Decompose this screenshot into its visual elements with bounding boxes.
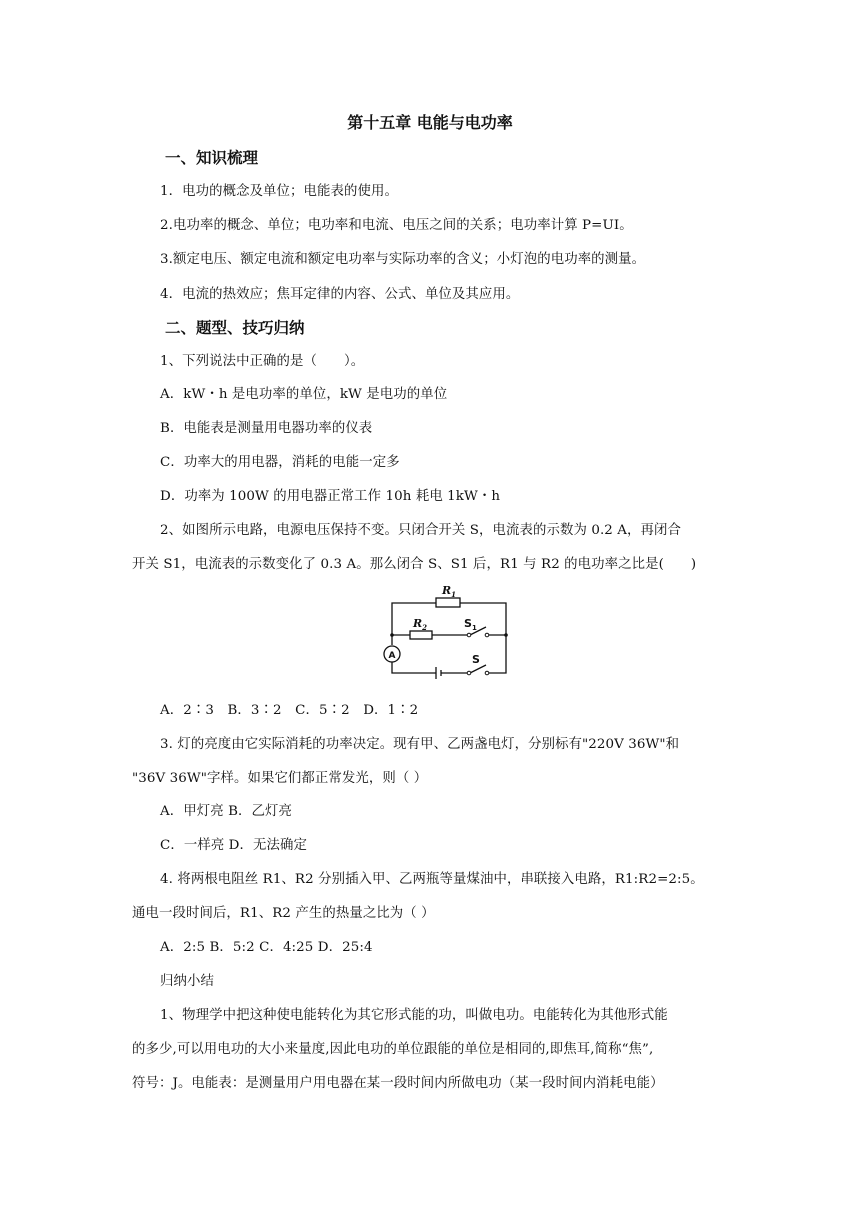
knowledge-item-2: 2.电功率的概念、单位；电功率和电流、电压之间的关系；电功率计算 P=UI。 (160, 218, 633, 233)
summary-heading: 归纳小结 (160, 974, 214, 989)
summary-line-1: 1、物理学中把这种使电能转化为其它形式能的功，叫做电功。电能转化为其他形式能 (160, 1008, 668, 1023)
label-r1: $R_1$ (442, 584, 457, 599)
question-4-stem-line-2: 通电一段时间后，R1、R2 产生的热量之比为（ ） (132, 906, 435, 921)
section-heading-knowledge: 一、知识梳理 (165, 149, 259, 167)
question-2-options: A．2∶3 B．3∶2 C．5∶2 D．1∶2 (160, 703, 419, 718)
question-2-stem-line-2: 开关 S1，电流表的示数变化了 0.3 A。那么闭合 S、S1 后，R1 与 R2 的电功率之比是( ) (132, 557, 697, 572)
label-s: S (472, 653, 480, 666)
question-3-options-line-1: A．甲灯亮 B．乙灯亮 (160, 804, 292, 819)
question-1-option-c: C．功率大的用电器，消耗的电能一定多 (160, 455, 400, 470)
question-1-option-b: B．电能表是测量用电器功率的仪表 (160, 421, 373, 436)
label-r2: $R_2$ (413, 617, 428, 632)
chapter-title: 第十五章 电能与电功率 (347, 113, 513, 132)
question-1-option-a: A．kW・h 是电功率的单位，kW 是电功的单位 (160, 387, 448, 402)
summary-line-2: 的多少,可以用电功的大小来量度,因此电功的单位跟能的单位是相同的,即焦耳,简称“焦”, (132, 1042, 654, 1057)
question-1-option-d: D．功率为 100W 的用电器正常工作 10h 耗电 1kW・h (160, 489, 501, 504)
question-2-stem-line-1: 2、如图所示电路，电源电压保持不变。只闭合开关 S，电流表的示数为 0.2 A，再闭合 (160, 523, 682, 538)
resistor-r2 (410, 631, 432, 639)
question-3-stem-line-1: 3. 灯的亮度由它实际消耗的功率决定。现有甲、乙两盏电灯，分别标有"220V 36W"和 (160, 737, 680, 752)
resistor-r1 (436, 598, 460, 607)
summary-line-3: 符号：J。电能表：是测量用户用电器在某一段时间内所做电功（某一段时间内消耗电能） (132, 1076, 664, 1091)
question-3-stem-line-2: "36V 36W"字样。如果它们都正常发光，则（ ） (132, 771, 428, 786)
section-heading-questions: 二、题型、技巧归纳 (165, 319, 305, 337)
question-3-options-line-2: C．一样亮 D．无法确定 (160, 838, 307, 853)
knowledge-item-4: 4．电流的热效应；焦耳定律的内容、公式、单位及其应用。 (160, 287, 520, 302)
switch-s (470, 665, 486, 673)
question-4-options: A．2:5 B．5:2 C．4:25 D．25:4 (160, 940, 373, 955)
circuit-diagram (380, 581, 514, 681)
question-4-stem-line-1: 4. 将两根电阻丝 R1、R2 分别插入甲、乙两瓶等量煤油中，串联接入电路，R1:R2=2:5。 (160, 872, 704, 887)
label-s1: $S_1$ (464, 617, 477, 632)
question-1-stem: 1、下列说法中正确的是（ ）。 (160, 354, 365, 369)
knowledge-item-3: 3.额定电压、额定电流和额定电功率与实际功率的含义；小灯泡的电功率的测量。 (160, 252, 646, 267)
label-ammeter: A (388, 651, 396, 661)
knowledge-item-1: 1．电功的概念及单位；电能表的使用。 (160, 184, 398, 199)
